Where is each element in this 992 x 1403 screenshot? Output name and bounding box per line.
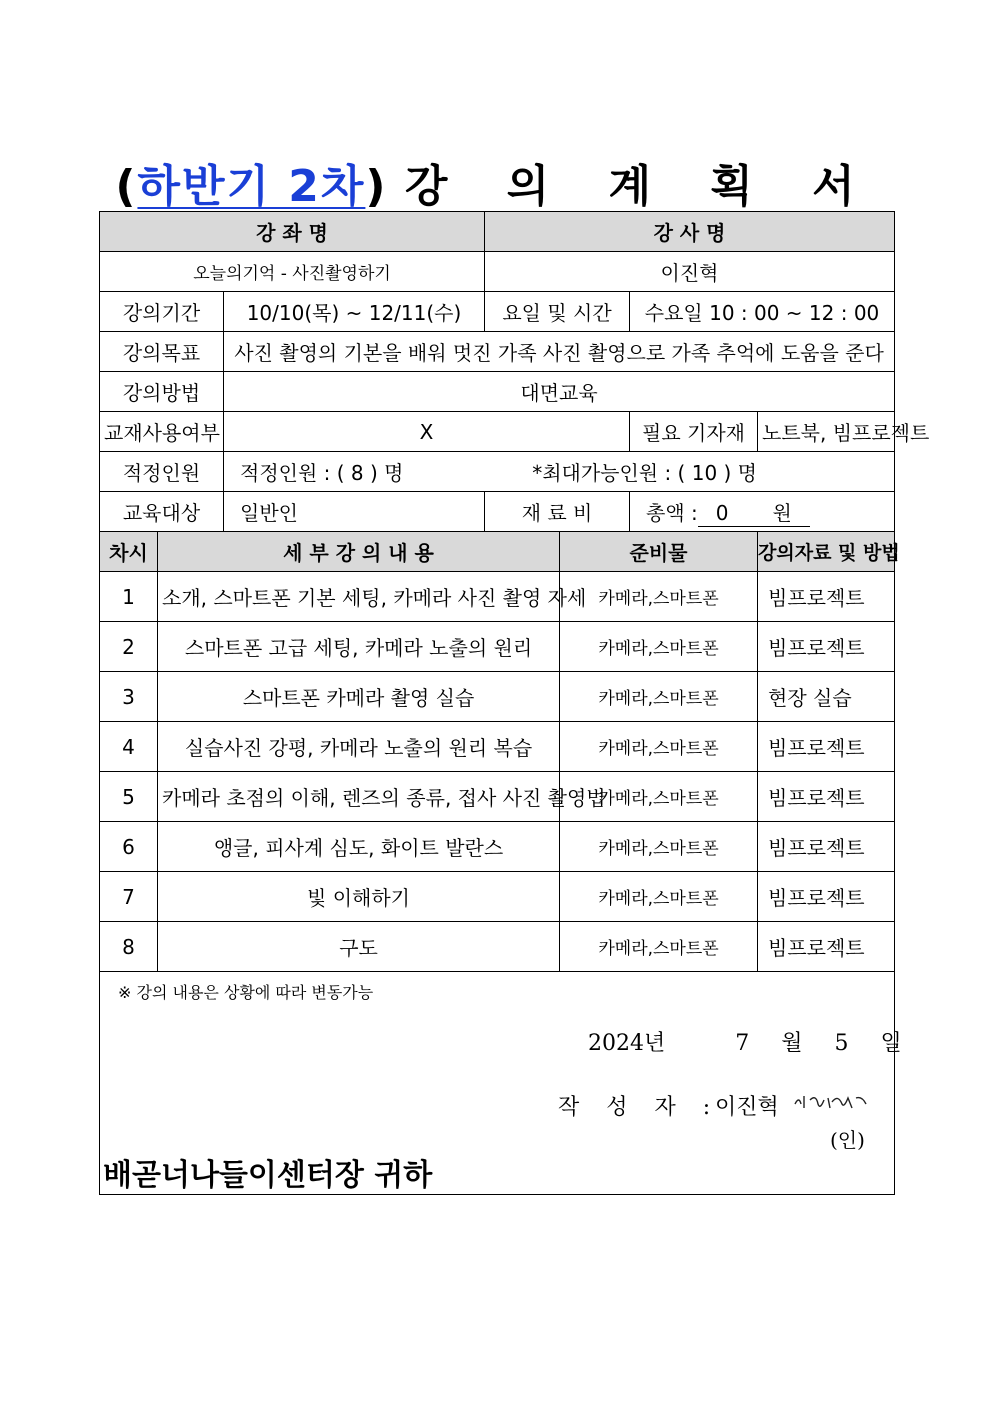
writer-label: 작 성 자 : (558, 1095, 721, 1120)
date-year: 2024년 (588, 1031, 666, 1056)
session-material: 빔프로젝트 (758, 772, 895, 822)
time-value: 수요일 10 : 00 ~ 12 : 00 (630, 292, 895, 332)
session-number: 3 (100, 672, 158, 722)
capacity-value: 적정인원 : ( 8 ) 명 (240, 461, 404, 485)
lecture-plan-table (99, 211, 930, 1195)
session-number: 8 (100, 922, 158, 972)
date-month: 7 (735, 1031, 750, 1056)
instructor-header: 강 사 명 (485, 212, 895, 252)
target-label: 교육대상 (100, 492, 224, 532)
footer-area (100, 972, 902, 1195)
session-content: 구도 (158, 922, 560, 972)
session-row (100, 922, 895, 972)
target-value: 일반인 (224, 492, 485, 532)
session-prep: 카메라,스마트폰 (560, 672, 758, 722)
session-number: 7 (100, 872, 158, 922)
session-row (100, 872, 895, 922)
capacity-label: 적정인원 (100, 452, 224, 492)
session-header: 차시 (100, 532, 158, 572)
method-label: 강의방법 (100, 372, 224, 412)
session-content: 소개, 스마트폰 기본 세팅, 카메라 사진 촬영 자세 (158, 572, 560, 622)
session-row (100, 622, 895, 672)
textbook-value: X (224, 412, 630, 452)
session-content: 카메라 초점의 이해, 렌즈의 종류, 접사 사진 촬영법 (158, 772, 560, 822)
capacity-max: *최대가능인원 : ( 10 ) 명 (532, 461, 758, 485)
fee-prefix: 총액 : (646, 500, 698, 525)
session-material: 빔프로젝트 (758, 722, 895, 772)
session-number: 2 (100, 622, 158, 672)
signature-image (792, 1090, 872, 1112)
seal-mark: (인) (830, 1128, 865, 1152)
session-number: 5 (100, 772, 158, 822)
session-prep: 카메라,스마트폰 (560, 722, 758, 772)
session-row (100, 822, 895, 872)
date-day-unit: 일 (880, 1031, 902, 1056)
session-prep: 카메라,스마트폰 (560, 922, 758, 972)
title-term: 하반기 2차 (137, 161, 366, 212)
session-number: 4 (100, 722, 158, 772)
goal-label: 강의목표 (100, 332, 224, 372)
date-day: 5 (834, 1031, 849, 1056)
session-content: 스마트폰 카메라 촬영 실습 (158, 672, 560, 722)
session-prep: 카메라,스마트폰 (560, 572, 758, 622)
material-header: 강의자료 및 방법 (758, 532, 895, 572)
session-content: 빛 이해하기 (158, 872, 560, 922)
session-prep: 카메라,스마트폰 (560, 872, 758, 922)
session-material: 빔프로젝트 (758, 922, 895, 972)
document-date (588, 1026, 902, 1057)
session-prep: 카메라,스마트폰 (560, 822, 758, 872)
fee-label: 재 료 비 (485, 492, 630, 532)
session-material: 빔프로젝트 (758, 822, 895, 872)
session-content: 스마트폰 고급 세팅, 카메라 노출의 원리 (158, 622, 560, 672)
fee-value (630, 492, 895, 532)
instructor-name: 이진혁 (485, 252, 895, 292)
period-label: 강의기간 (100, 292, 224, 332)
fee-unit: 원 (772, 500, 792, 525)
session-row (100, 722, 895, 772)
session-prep: 카메라,스마트폰 (560, 622, 758, 672)
textbook-label: 교재사용여부 (100, 412, 224, 452)
session-number: 6 (100, 822, 158, 872)
session-content: 실습사진 강평, 카메라 노출의 원리 복습 (158, 722, 560, 772)
session-material: 빔프로젝트 (758, 872, 895, 922)
change-note: ※ 강의 내용은 상황에 따라 변동가능 (118, 983, 374, 1002)
prep-header: 준비물 (560, 532, 758, 572)
title-main: 강 의 계 획 서 (404, 161, 877, 212)
course-name: 오늘의기억 - 사진촬영하기 (100, 252, 485, 292)
period-value: 10/10(목) ~ 12/11(수) (224, 292, 485, 332)
session-content: 앵글, 피사계 심도, 화이트 발란스 (158, 822, 560, 872)
equipment-label: 필요 기자재 (630, 412, 758, 452)
session-row (100, 572, 895, 622)
content-header: 세 부 강 의 내 용 (158, 532, 560, 572)
capacity-row (224, 452, 895, 492)
session-row (100, 672, 895, 722)
session-material: 빔프로젝트 (758, 572, 895, 622)
session-row (100, 772, 895, 822)
equipment-value: 노트북, 빔프로젝트 (758, 412, 895, 452)
time-label: 요일 및 시간 (485, 292, 630, 332)
method-value: 대면교육 (224, 372, 895, 412)
document-title (0, 150, 992, 214)
recipient: 배곧너나들이센터장 귀하 (103, 1158, 433, 1193)
title-paren-open: ( (115, 161, 138, 212)
goal-value: 사진 촬영의 기본을 배워 멋진 가족 사진 촬영으로 가족 추억에 도움을 준다 (224, 332, 895, 372)
session-prep: 카메라,스마트폰 (560, 772, 758, 822)
course-name-header: 강 좌 명 (100, 212, 485, 252)
date-month-unit: 월 (781, 1031, 803, 1056)
session-material: 현장 실습 (758, 672, 895, 722)
session-material: 빔프로젝트 (758, 622, 895, 672)
writer-name: 이진혁 (715, 1095, 779, 1120)
title-paren-close: ) (365, 161, 388, 212)
fee-amount: 0 (715, 500, 729, 525)
session-number: 1 (100, 572, 158, 622)
